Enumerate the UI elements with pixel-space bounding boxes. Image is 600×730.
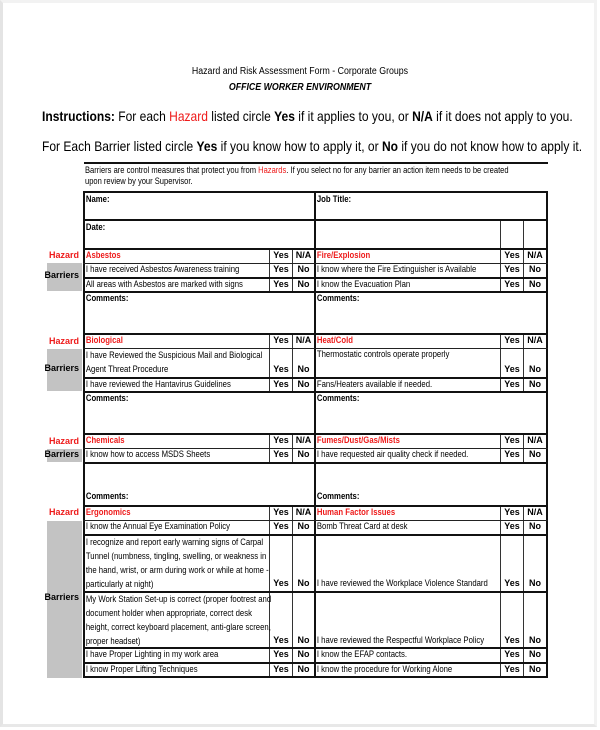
yes-option[interactable]: Yes <box>273 664 289 674</box>
barrier-text: I know Proper Lifting Techniques <box>85 664 198 674</box>
job-title-field[interactable] <box>316 193 544 218</box>
no-option[interactable]: No <box>297 578 310 588</box>
instr-text: if it does not apply to you. <box>432 108 573 124</box>
hazard-name: Human Factor Issues <box>316 507 396 517</box>
yes-option[interactable]: Yes <box>504 521 520 531</box>
yes-option[interactable]: Yes <box>273 279 289 289</box>
instr-no: No <box>381 138 399 154</box>
yes-option[interactable]: Yes <box>504 250 520 260</box>
na-option[interactable]: N/A <box>527 507 543 517</box>
no-option[interactable]: No <box>529 664 541 674</box>
instr-text: For each <box>114 108 170 124</box>
no-option[interactable]: No <box>529 364 541 374</box>
na-option[interactable]: N/A <box>527 435 543 445</box>
note-text: . If you select no for any barrier an action item needs to be created upon review by your Supervisor. <box>85 165 509 186</box>
form-subtitle: OFFICE WORKER ENVIRONMENT <box>228 82 372 93</box>
instructions-line-1 <box>42 108 573 124</box>
hazard-label: Hazard <box>48 436 79 446</box>
hazard-name: Asbestos <box>85 250 121 260</box>
yes-option[interactable]: Yes <box>504 649 520 659</box>
no-option[interactable]: No <box>529 649 541 659</box>
yes-option[interactable]: Yes <box>504 635 520 645</box>
comments-field[interactable]: Comments: <box>316 293 360 303</box>
yes-option[interactable]: Yes <box>273 649 289 659</box>
instr-yes: Yes <box>274 108 295 124</box>
barrier-text: I know the procedure for Working Alone <box>316 664 453 674</box>
date-label: Date: <box>85 222 106 232</box>
name-field[interactable] <box>85 193 313 218</box>
comments-field[interactable]: Comments: <box>316 491 360 501</box>
barrier-text: I have Reviewed the Suspicious Mail and Biological Agent Threat Procedure <box>85 350 263 374</box>
yes-option[interactable]: Yes <box>273 435 289 445</box>
barriers-label: Barriers <box>44 270 79 280</box>
yes-option[interactable]: Yes <box>273 507 289 517</box>
barriers-label: Barriers <box>44 363 79 373</box>
na-option[interactable]: N/A <box>295 335 312 345</box>
form-title: Hazard and Risk Assessment Form - Corporate Groups <box>191 66 409 77</box>
no-option[interactable]: No <box>297 379 310 389</box>
hazard-name: Ergonomics <box>85 507 131 517</box>
no-option[interactable]: No <box>297 649 310 659</box>
yes-option[interactable]: Yes <box>273 364 289 374</box>
instructions-line-2 <box>42 138 583 154</box>
hazard-label: Hazard <box>48 336 79 346</box>
no-option[interactable]: No <box>529 449 541 459</box>
na-option[interactable]: N/A <box>295 250 312 260</box>
note-hazards-word: Hazards <box>258 165 287 175</box>
na-option[interactable]: N/A <box>295 435 312 445</box>
no-option[interactable]: No <box>297 635 310 645</box>
instr-text: if it applies to you, or <box>294 108 413 124</box>
hazard-name: Fire/Explosion <box>316 250 371 260</box>
yes-option[interactable]: Yes <box>273 578 289 588</box>
barrier-text: I have reviewed the Workplace Violence Standard <box>316 578 488 588</box>
yes-option[interactable]: Yes <box>273 335 289 345</box>
na-option[interactable]: N/A <box>527 335 543 345</box>
yes-option[interactable]: Yes <box>273 264 289 274</box>
barrier-text: I know how to access MSDS Sheets <box>85 449 211 459</box>
barrier-text: I know the Annual Eye Examination Policy <box>85 521 231 531</box>
hazard-label: Hazard <box>48 250 79 260</box>
hazard-name: Chemicals <box>85 435 125 445</box>
yes-option[interactable]: Yes <box>504 507 520 517</box>
barrier-text: I know the Evacuation Plan <box>316 279 411 289</box>
barriers-note <box>85 165 522 187</box>
no-option[interactable]: No <box>529 578 541 588</box>
date-field[interactable] <box>85 221 313 247</box>
no-option[interactable]: No <box>529 635 541 645</box>
yes-option[interactable]: Yes <box>504 379 520 389</box>
instructions-label: Instructions: <box>42 108 115 124</box>
hazard-name: Fumes/Dust/Gas/Mists <box>316 435 400 445</box>
comments-field[interactable]: Comments: <box>85 393 129 403</box>
barrier-text: Fans/Heaters available if needed. <box>316 379 433 389</box>
barrier-text: I have requested air quality check if needed. <box>316 449 469 459</box>
no-option[interactable]: No <box>529 279 541 289</box>
no-option[interactable]: No <box>297 664 310 674</box>
hazard-name: Heat/Cold <box>316 335 353 345</box>
instr-hazard-word: Hazard <box>169 108 208 124</box>
instr-yes: Yes <box>196 138 218 154</box>
yes-option[interactable]: Yes <box>504 279 520 289</box>
note-text: Barriers are control measures that protect you from <box>85 165 259 175</box>
barriers-label: Barriers <box>44 449 79 459</box>
yes-option[interactable]: Yes <box>273 449 289 459</box>
hazard-name: Biological <box>85 335 123 345</box>
barrier-text: My Work Station Set-up is correct (proper footrest and document holder when appropriate, correct desk height, correct keyboard placement, anti-glare screen, proper headset) <box>85 594 272 646</box>
barrier-text: I know where the Fire Extinguisher is Available <box>316 264 477 274</box>
no-option[interactable]: No <box>529 521 541 531</box>
name-label: Name: <box>85 194 110 204</box>
no-option[interactable]: No <box>297 449 310 459</box>
instr-text: if you do not know how to apply it. <box>398 138 583 154</box>
barrier-text: Thermostatic controls operate properly <box>316 349 450 359</box>
barrier-text: I have Proper Lighting in my work area <box>85 649 219 659</box>
barrier-text: I have reviewed the Respectful Workplace Policy <box>316 635 485 645</box>
barrier-text: Bomb Threat Card at desk <box>316 521 408 531</box>
yes-option[interactable]: Yes <box>273 521 289 531</box>
instr-text: if you know how to apply it, or <box>217 138 382 154</box>
yes-option[interactable]: Yes <box>504 364 520 374</box>
barrier-text: I know the EFAP contacts. <box>316 649 408 659</box>
comments-field[interactable]: Comments: <box>85 491 129 501</box>
yes-option[interactable]: Yes <box>273 250 289 260</box>
no-option[interactable]: No <box>297 521 310 531</box>
barrier-text: I have reviewed the Hantavirus Guidelines <box>85 379 231 389</box>
yes-option[interactable]: Yes <box>504 335 520 345</box>
no-option[interactable]: No <box>529 379 541 389</box>
barrier-text: All areas with Asbestos are marked with signs <box>85 279 243 289</box>
no-option[interactable]: No <box>297 279 310 289</box>
comments-field[interactable]: Comments: <box>316 393 360 403</box>
no-option[interactable]: No <box>297 264 310 274</box>
barrier-text: I recognize and report early warning signs of Carpal Tunnel (numbness, tingling, swelling, or weakness in the hand, wrist, or arm during work or while at home - particularly at night) <box>85 537 269 589</box>
yes-option[interactable]: Yes <box>273 635 289 645</box>
instr-na: N/A <box>412 108 433 124</box>
barriers-label: Barriers <box>44 592 79 602</box>
yes-option[interactable]: Yes <box>504 578 520 588</box>
na-option[interactable]: N/A <box>295 507 312 517</box>
hazard-label: Hazard <box>48 507 79 517</box>
yes-option[interactable]: Yes <box>504 264 520 274</box>
no-option[interactable]: No <box>297 364 310 374</box>
comments-field[interactable]: Comments: <box>85 293 129 303</box>
na-option[interactable]: N/A <box>527 250 543 260</box>
yes-option[interactable]: Yes <box>273 379 289 389</box>
barrier-text: I have received Asbestos Awareness training <box>85 264 240 274</box>
yes-option[interactable]: Yes <box>504 449 520 459</box>
job-title-label: Job Title: <box>316 194 352 204</box>
divider <box>84 162 548 164</box>
yes-option[interactable]: Yes <box>504 435 520 445</box>
instr-text: For Each Barrier listed circle <box>42 138 197 154</box>
no-option[interactable]: No <box>529 264 541 274</box>
yes-option[interactable]: Yes <box>504 664 520 674</box>
instr-text: listed circle <box>207 108 275 124</box>
